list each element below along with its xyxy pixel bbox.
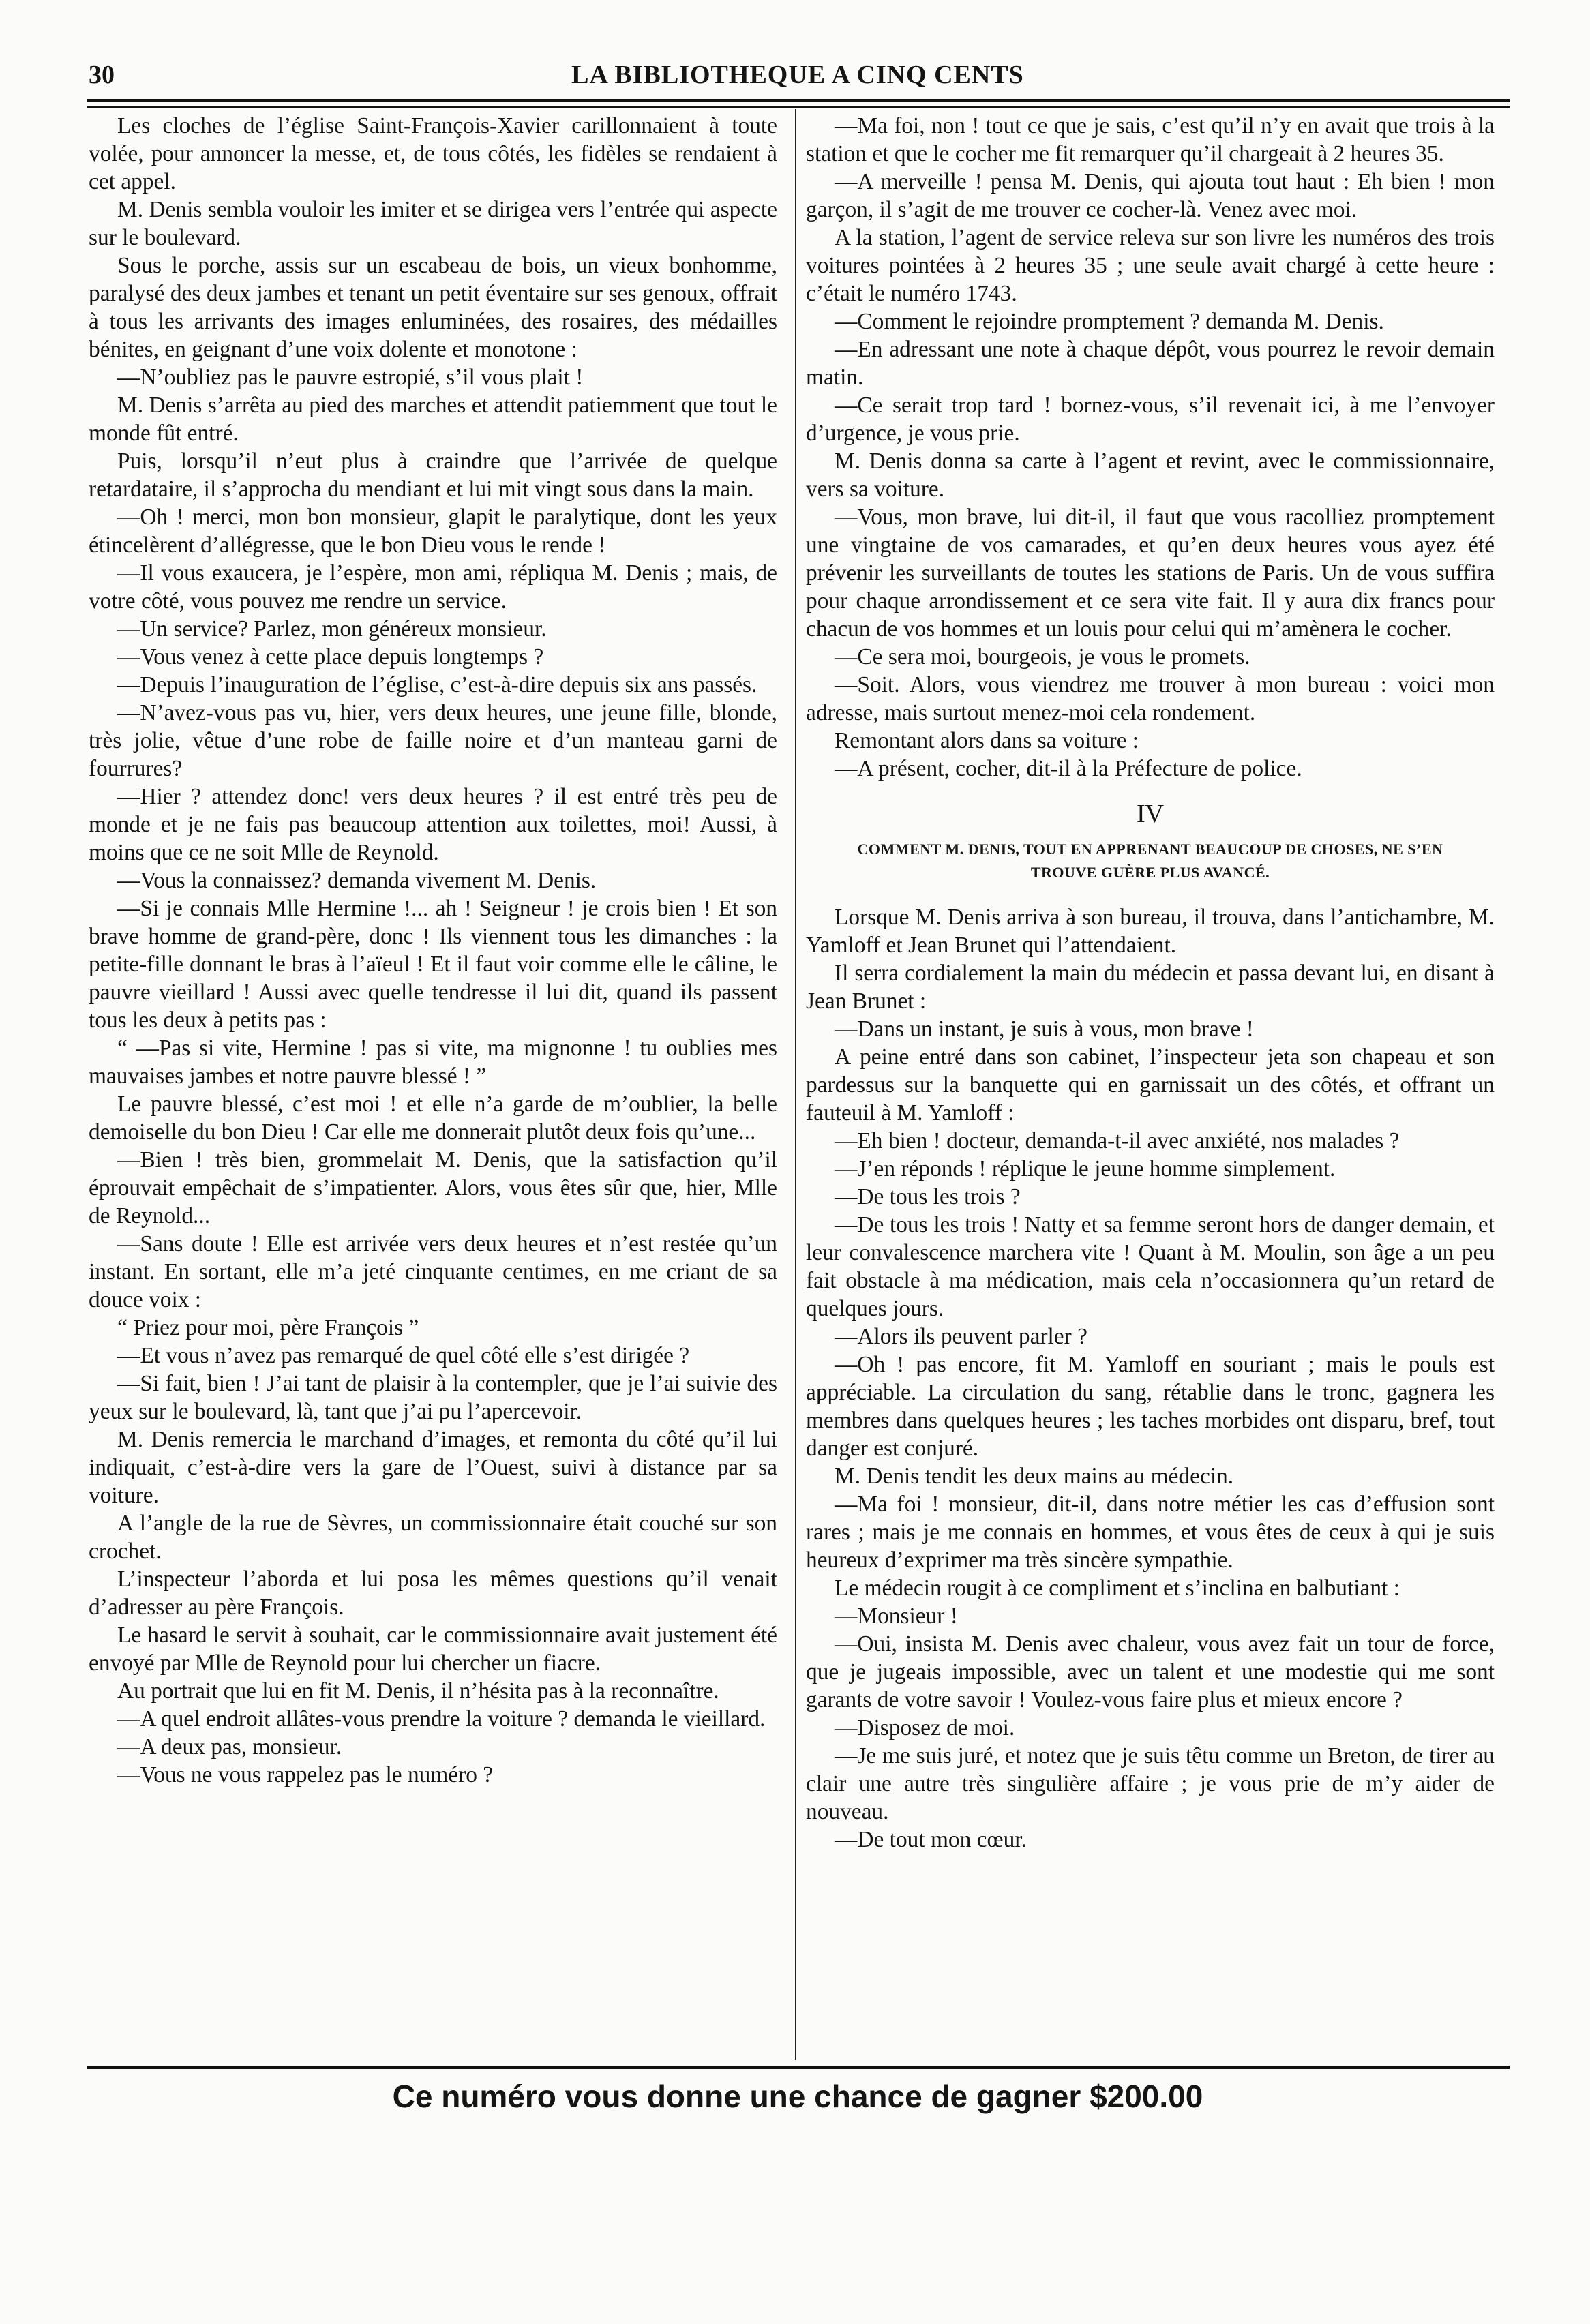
paragraph: —De tous les trois ! Natty et sa femme seront hors de danger demain, et leur convalescence marchera vite ! Quant à M. Moulin, son âge a un peu fait obstacle à ma médication, mais cela n’occasionnera qu’un retard de quelques jours. xyxy=(806,1212,1495,1321)
paragraph: —Ce sera moi, bourgeois, je vous le promets. xyxy=(835,644,1250,669)
paragraph: “ Priez pour moi, père François ” xyxy=(117,1315,419,1340)
paragraph: L’inspecteur l’aborda et lui posa les mêmes questions qu’il venait d’adresser au père François. xyxy=(89,1567,777,1620)
paragraph: Il serra cordialement la main du médecin et passa devant lui, en disant à Jean Brunet : xyxy=(806,961,1495,1014)
section-number: IV xyxy=(1136,800,1165,828)
paragraph: —De tout mon cœur. xyxy=(835,1827,1027,1852)
paragraph: —De tous les trois ? xyxy=(835,1184,1021,1209)
paragraph: —Vous venez à cette place depuis longtemps ? xyxy=(117,644,544,669)
paragraph: —J’en réponds ! réplique le jeune homme simplement. xyxy=(835,1156,1336,1181)
paragraph: M. Denis sembla vouloir les imiter et se dirigea vers l’entrée qui aspecte sur le boulevard. xyxy=(89,197,777,250)
paragraph: —Monsieur ! xyxy=(835,1603,958,1629)
paragraph: —Hier ? attendez donc! vers deux heures ? il est entré très peu de monde et je ne fais pas beaucoup attention aux toilettes, moi! Aussi, à moins que ce ne soit Mlle de Reynold. xyxy=(89,784,777,865)
paragraph: —Disposez de moi. xyxy=(835,1715,1015,1740)
paragraph: —A merveille ! pensa M. Denis, qui ajouta tout haut : Eh bien ! mon garçon, il s’agit de me trouver ce cocher-là. Venez avec moi. xyxy=(806,169,1495,222)
left-column xyxy=(89,112,777,2059)
paragraph: —Il vous exaucera, je l’espère, mon ami, répliqua M. Denis ; mais, de votre côté, vous pouvez me rendre un service. xyxy=(89,560,777,614)
paragraph: —Je me suis juré, et notez que je suis têtu comme un Breton, de tirer au clair une autre très singulière affaire ; je vous prie de m’y aider de nouveau. xyxy=(806,1743,1495,1824)
header-rule xyxy=(87,99,1510,102)
paragraph: —Depuis l’inauguration de l’église, c’est-à-dire depuis six ans passés. xyxy=(117,672,758,697)
paragraph: Le pauvre blessé, c’est moi ! et elle n’a garde de m’oublier, la belle demoiselle du bon Dieu ! Car elle me donnerait plutôt deux fois qu’une... xyxy=(89,1091,777,1145)
column-divider xyxy=(795,109,796,2060)
paragraph: M. Denis donna sa carte à l’agent et revint, avec le commissionnaire, vers sa voiture. xyxy=(806,449,1495,502)
paragraph: —Et vous n’avez pas remarqué de quel côté elle s’est dirigée ? xyxy=(117,1343,690,1368)
paragraph: Les cloches de l’église Saint-François-Xavier carillonnaient à toute volée, pour annoncer la messe, et, de tous côtés, les fidèles se rendaient à cet appel. xyxy=(89,113,777,194)
paragraph: —Ma foi, non ! tout ce que je sais, c’est qu’il n’y en avait que trois à la station et que le cocher me fit remarquer qu’il chargeait à 2 heures 35. xyxy=(806,113,1495,166)
paragraph: —N’oubliez pas le pauvre estropié, s’il vous plait ! xyxy=(117,365,584,390)
paragraph: M. Denis s’arrêta au pied des marches et attendit patiemment que tout le monde fût entré. xyxy=(89,393,777,446)
paragraph: —Vous la connaissez? demanda vivement M. Denis. xyxy=(117,868,597,893)
paragraph: Le médecin rougit à ce compliment et s’inclina en balbutiant : xyxy=(835,1575,1400,1601)
running-title: LA BIBLIOTHEQUE A CINQ CENTS xyxy=(571,61,1024,89)
paragraph: —Eh bien ! docteur, demanda-t-il avec anxiété, nos malades ? xyxy=(835,1128,1400,1153)
paragraph: —Comment le rejoindre promptement ? demanda M. Denis. xyxy=(835,309,1384,334)
paragraph: —Alors ils peuvent parler ? xyxy=(835,1324,1088,1349)
paragraph: —A quel endroit allâtes-vous prendre la voiture ? demanda le vieillard. xyxy=(117,1706,766,1732)
paragraph: —En adressant une note à chaque dépôt, vous pourrez le revoir demain matin. xyxy=(806,337,1495,390)
paragraph: —Ma foi ! monsieur, dit-il, dans notre métier les cas d’effusion sont rares ; mais je me connais en hommes, et vous êtes de ceux à qui je suis heureux d’exprimer ma très sincère sympathie. xyxy=(806,1492,1495,1573)
paragraph: Lorsque M. Denis arriva à son bureau, il trouva, dans l’antichambre, M. Yamloff et Jean Brunet qui l’attendaient. xyxy=(806,905,1495,958)
section-heading: COMMENT M. DENIS, TOUT EN APPRENANT BEAUCOUP DE CHOSES, NE S’EN TROUVE GUÈRE PLUS AVANCÉ. xyxy=(857,841,1443,881)
paragraph: —Oh ! pas encore, fit M. Yamloff en souriant ; mais le pouls est appréciable. La circulation du sang, rétablie dans le tronc, gagnera les membres dans quelques heures ; les taches morbides ont disparu, bref, tout danger est conjuré. xyxy=(806,1352,1495,1461)
right-column-text-bottom xyxy=(806,903,1495,1854)
paragraph: Sous le porche, assis sur un escabeau de bois, un vieux bonhomme, paralysé des deux jambes et tenant un petit éventaire sur ses genoux, offrait à tous les arrivants des images enluminées, des rosaires, des médailles bénites, en geignant d’une voix dolente et monotone : xyxy=(89,253,777,362)
paragraph: —Oh ! merci, mon bon monsieur, glapit le paralytique, dont les yeux étincelèrent d’allégresse, que le bon Dieu vous le rende ! xyxy=(89,504,777,558)
paragraph: M. Denis tendit les deux mains au médecin. xyxy=(835,1464,1234,1489)
paragraph: —Soit. Alors, vous viendrez me trouver à mon bureau : voici mon adresse, mais surtout menez-moi cela rondement. xyxy=(806,672,1495,725)
paragraph: —A présent, cocher, dit-il à la Préfecture de police. xyxy=(835,756,1302,781)
paragraph: Puis, lorsqu’il n’eut plus à craindre que l’arrivée de quelque retardataire, il s’approcha du mendiant et lui mit vingt sous dans la main. xyxy=(89,449,777,502)
paragraph: —Ce serait trop tard ! bornez-vous, s’il revenait ici, à me l’envoyer d’urgence, je vous prie. xyxy=(806,393,1495,446)
footer-banner: Ce numéro vous donne une chance de gagner $200.00 xyxy=(392,2079,1203,2114)
paragraph: —Sans doute ! Elle est arrivée vers deux heures et n’est restée qu’un instant. En sortant, elle m’a jeté cinquante centimes, en me criant de sa douce voix : xyxy=(89,1231,777,1312)
paragraph: —Si fait, bien ! J’ai tant de plaisir à la contempler, que je l’ai suivie des yeux sur le boulevard, là, tant que j’ai pu l’apercevoir. xyxy=(89,1371,777,1424)
paragraph: A peine entré dans son cabinet, l’inspecteur jeta son chapeau et son pardessus sur la banquette qui en garnissait un des côtés, et offrant un fauteuil à M. Yamloff : xyxy=(806,1044,1495,1126)
paragraph: Le hasard le servit à souhait, car le commissionnaire avait justement été envoyé par Mlle de Reynold pour lui chercher un fiacre. xyxy=(89,1623,777,1676)
paragraph: —Vous ne vous rappelez pas le numéro ? xyxy=(117,1762,494,1787)
paragraph: —Oui, insista M. Denis avec chaleur, vous avez fait un tour de force, que je jugeais impossible, avec un talent et une modestie qui me sont garants de votre savoir ! Voulez-vous faire plus et mieux encore ? xyxy=(806,1631,1495,1712)
footer-rule xyxy=(87,2066,1510,2069)
paragraph: —N’avez-vous pas vu, hier, vers deux heures, une jeune fille, blonde, très jolie, vêtue d’une robe de faille noire et d’un manteau garni de fourrures? xyxy=(89,700,777,781)
paragraph: —A deux pas, monsieur. xyxy=(117,1734,342,1760)
paragraph: A l’angle de la rue de Sèvres, un commissionnaire était couché sur son crochet. xyxy=(89,1511,777,1564)
paragraph: Remontant alors dans sa voiture : xyxy=(835,728,1139,753)
paragraph: —Vous, mon brave, lui dit-il, il faut que vous racolliez promptement une vingtaine de vos camarades, et qu’en deux heures vous ayez été prévenir les surveillants de toutes les stations de Paris. Un de vous suffira pour chaque arrondissement et ce sera vite fait. Il y aura dix francs pour chacun de vos hommes et un louis pour celui qui m’amènera le cocher. xyxy=(806,504,1495,642)
paragraph: M. Denis remercia le marchand d’images, et remonta du côté qu’il lui indiquait, c’est-à-dire vers la gare de l’Ouest, suivi à distance par sa voiture. xyxy=(89,1427,777,1508)
paragraph: A la station, l’agent de service releva sur son livre les numéros des trois voitures pointées à 2 heures 35 ; une seule avait chargé à cette heure : c’était le numéro 1743. xyxy=(806,225,1495,306)
paragraph: —Dans un instant, je suis à vous, mon brave ! xyxy=(835,1016,1254,1042)
paragraph: “ —Pas si vite, Hermine ! pas si vite, ma mignonne ! tu oublies mes mauvaises jambes et notre pauvre blessé ! ” xyxy=(89,1036,777,1089)
paragraph: —Si je connais Mlle Hermine !... ah ! Seigneur ! je crois bien ! Et son brave homme de grand-père, donc ! Ils viennent tous les dimanches : la petite-fille donnant le bras à l’aïeul ! Et il faut voir comme elle le câline, le pauvre vieillard ! Aussi avec quelle tendresse il lui dit, quand ils passent tous les deux à petits pas : xyxy=(89,896,777,1033)
right-column xyxy=(806,112,1495,2059)
page-number: 30 xyxy=(89,61,115,89)
page-header xyxy=(89,60,1507,94)
header-rule-thin xyxy=(87,106,1510,108)
right-column-text-top xyxy=(806,112,1495,783)
paragraph: Au portrait que lui en fit M. Denis, il n’hésita pas à la reconnaître. xyxy=(117,1678,719,1704)
paragraph: —Un service? Parlez, mon généreux monsieur. xyxy=(117,616,547,642)
paragraph: —Bien ! très bien, grommelait M. Denis, que la satisfaction qu’il éprouvait empêchait de s’impatienter. Alors, vous êtes sûr que, hier, Mlle de Reynold... xyxy=(89,1147,777,1228)
